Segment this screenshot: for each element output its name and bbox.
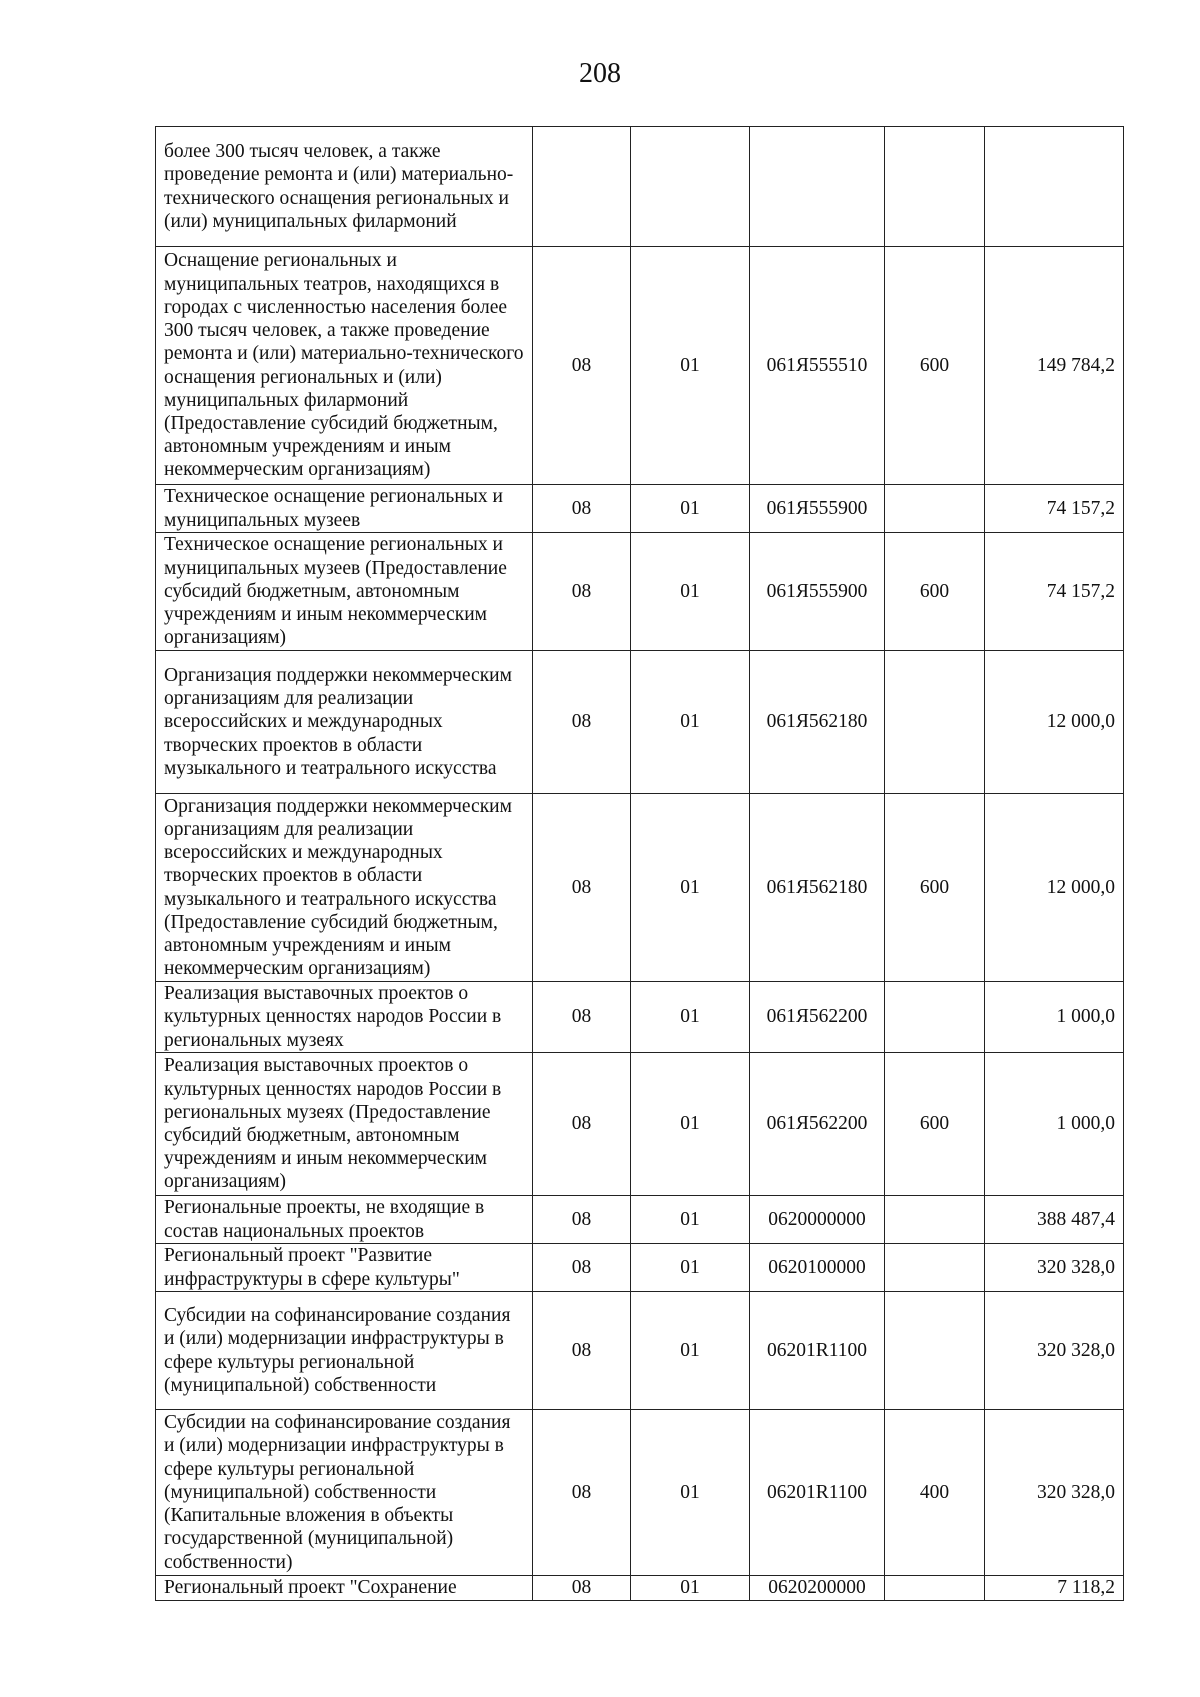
row-subsection: 01 <box>631 485 750 533</box>
row-target-code: 061Я555900 <box>750 485 885 533</box>
row-section: 08 <box>533 1576 631 1601</box>
row-amount: 12 000,0 <box>985 794 1124 982</box>
table-row <box>156 1292 1124 1410</box>
table-row <box>156 485 1124 533</box>
row-target-code: 06201R1100 <box>750 1292 885 1410</box>
row-section: 08 <box>533 1244 631 1292</box>
row-subsection: 01 <box>631 533 750 651</box>
row-expense-type <box>885 1244 985 1292</box>
row-expense-type <box>885 982 985 1053</box>
row-amount: 7 118,2 <box>985 1576 1124 1601</box>
row-name: Региональный проект "Развитие инфраструктуры в сфере культуры" <box>156 1244 533 1292</box>
row-name: более 300 тысяч человек, а также проведение ремонта и (или) материально-технического оснащения региональных и (или) муниципальных филармоний <box>156 127 533 247</box>
table-row <box>156 982 1124 1053</box>
row-name: Техническое оснащение региональных и муниципальных музеев <box>156 485 533 533</box>
row-section: 08 <box>533 533 631 651</box>
row-name: Организация поддержки некоммерческим организациям для реализации всероссийских и международных творческих проектов в области музыкального и театрального искусства (Предоставление субсидий бюджетным, автономным учреждениям и иным некоммерческим организациям) <box>156 794 533 982</box>
row-target-code <box>750 127 885 247</box>
row-section <box>533 127 631 247</box>
row-subsection: 01 <box>631 1244 750 1292</box>
row-name: Оснащение региональных и муниципальных театров, находящихся в городах с численностью населения более 300 тысяч человек, а также проведение ремонта и (или) материально-технического оснащения региональных и (или) муниципальных филармоний (Предоставление субсидий бюджетным, автономным учреждениям и иным некоммерческим организациям) <box>156 247 533 485</box>
row-section: 08 <box>533 1410 631 1576</box>
row-section: 08 <box>533 982 631 1053</box>
row-expense-type <box>885 485 985 533</box>
row-subsection: 01 <box>631 794 750 982</box>
row-target-code: 0620200000 <box>750 1576 885 1601</box>
table-row <box>156 651 1124 794</box>
row-expense-type: 600 <box>885 247 985 485</box>
row-subsection: 01 <box>631 651 750 794</box>
row-amount: 1 000,0 <box>985 982 1124 1053</box>
row-expense-type <box>885 127 985 247</box>
row-section: 08 <box>533 1196 631 1244</box>
table-row <box>156 533 1124 651</box>
row-expense-type: 600 <box>885 533 985 651</box>
row-section: 08 <box>533 651 631 794</box>
row-amount: 388 487,4 <box>985 1196 1124 1244</box>
row-name: Техническое оснащение региональных и муниципальных музеев (Предоставление субсидий бюджетным, автономным учреждениям и иным некоммерческим организациям) <box>156 533 533 651</box>
budget-table <box>155 126 1124 1601</box>
row-expense-type: 600 <box>885 794 985 982</box>
row-name: Субсидии на софинансирование создания и (или) модернизации инфраструктуры в сфере культуры региональной (муниципальной) собственности <box>156 1292 533 1410</box>
row-expense-type <box>885 1292 985 1410</box>
row-target-code: 061Я555900 <box>750 533 885 651</box>
row-section: 08 <box>533 1053 631 1196</box>
row-expense-type: 600 <box>885 1053 985 1196</box>
row-amount: 320 328,0 <box>985 1410 1124 1576</box>
row-subsection <box>631 127 750 247</box>
row-amount: 74 157,2 <box>985 533 1124 651</box>
row-target-code: 061Я555510 <box>750 247 885 485</box>
row-subsection: 01 <box>631 1292 750 1410</box>
row-name: Региональные проекты, не входящие в состав национальных проектов <box>156 1196 533 1244</box>
row-target-code: 061Я562200 <box>750 982 885 1053</box>
table-row <box>156 247 1124 485</box>
row-subsection: 01 <box>631 982 750 1053</box>
row-amount <box>985 127 1124 247</box>
row-section: 08 <box>533 794 631 982</box>
row-subsection: 01 <box>631 247 750 485</box>
row-expense-type <box>885 1196 985 1244</box>
row-expense-type <box>885 651 985 794</box>
table-row <box>156 127 1124 247</box>
row-name: Организация поддержки некоммерческим организациям для реализации всероссийских и международных творческих проектов в области музыкального и театрального искусства <box>156 651 533 794</box>
row-section: 08 <box>533 485 631 533</box>
row-section: 08 <box>533 247 631 485</box>
row-amount: 1 000,0 <box>985 1053 1124 1196</box>
row-name: Реализация выставочных проектов о культурных ценностях народов России в региональных музеях (Предоставление субсидий бюджетным, автономным учреждениям и иным некоммерческим организациям) <box>156 1053 533 1196</box>
row-section: 08 <box>533 1292 631 1410</box>
page-number: 208 <box>579 58 621 89</box>
row-name: Субсидии на софинансирование создания и (или) модернизации инфраструктуры в сфере культуры региональной (муниципальной) собственности (Капитальные вложения в объекты государственной (муниципальной) собственности) <box>156 1410 533 1576</box>
table-row <box>156 1410 1124 1576</box>
row-name: Региональный проект "Сохранение <box>156 1576 533 1601</box>
row-amount: 320 328,0 <box>985 1244 1124 1292</box>
row-amount: 74 157,2 <box>985 485 1124 533</box>
row-name: Реализация выставочных проектов о культурных ценностях народов России в региональных музеях <box>156 982 533 1053</box>
table-row <box>156 1576 1124 1601</box>
row-subsection: 01 <box>631 1196 750 1244</box>
row-expense-type: 400 <box>885 1410 985 1576</box>
table-row <box>156 1196 1124 1244</box>
row-subsection: 01 <box>631 1410 750 1576</box>
row-target-code: 061Я562180 <box>750 794 885 982</box>
row-target-code: 061Я562180 <box>750 651 885 794</box>
row-target-code: 0620100000 <box>750 1244 885 1292</box>
table-row <box>156 794 1124 982</box>
row-amount: 149 784,2 <box>985 247 1124 485</box>
row-amount: 12 000,0 <box>985 651 1124 794</box>
table-row <box>156 1053 1124 1196</box>
row-amount: 320 328,0 <box>985 1292 1124 1410</box>
table-row <box>156 1244 1124 1292</box>
row-subsection: 01 <box>631 1576 750 1601</box>
row-target-code: 0620000000 <box>750 1196 885 1244</box>
row-subsection: 01 <box>631 1053 750 1196</box>
row-target-code: 061Я562200 <box>750 1053 885 1196</box>
row-target-code: 06201R1100 <box>750 1410 885 1576</box>
row-expense-type <box>885 1576 985 1601</box>
